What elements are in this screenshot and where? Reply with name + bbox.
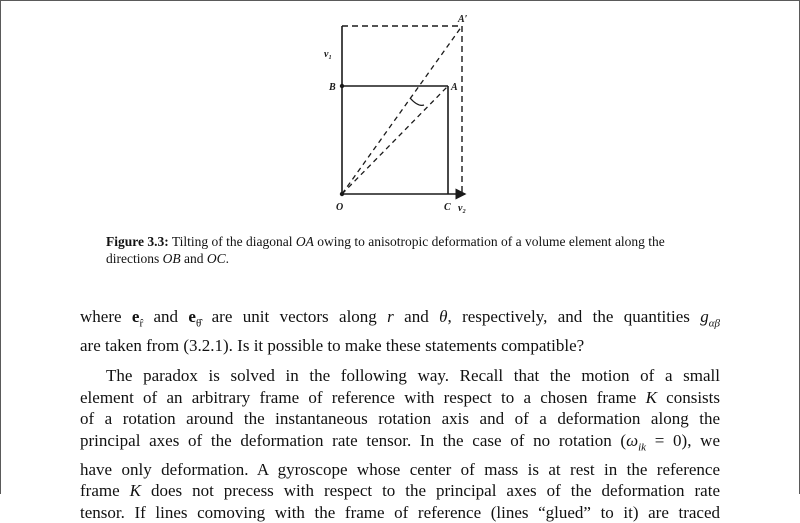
p2-line-4 [80, 430, 720, 459]
text-run: does not precess with respect to the principal axes of the deformation rate [140, 481, 720, 501]
p2-line-1: The paradox is solved in the following way. Recall that the motion of a small [106, 366, 720, 386]
symbol-K: K [129, 481, 141, 501]
caption-OA: OA [295, 234, 314, 249]
text-run: are unit vectors along [201, 307, 388, 326]
symbol-theta: θ [439, 307, 448, 326]
text-run: principal axes of the deformation rate tensor. In the case of no rotation ( [80, 430, 627, 450]
deformation-diagram [300, 4, 500, 216]
text-run: = 0), we [646, 430, 720, 450]
label-A: A [451, 82, 458, 93]
tilt-angle-arc [410, 98, 424, 105]
caption-text-2: owing to anisotropic deformation of a volume element along the directions [106, 234, 665, 266]
symbol-omega: ω [626, 430, 639, 450]
text-run: and [393, 307, 440, 326]
caption-head: Figure 3.3: [106, 234, 169, 249]
caption-OB: OB [162, 251, 181, 266]
symbol-g: g [700, 307, 709, 326]
caption-OC: OC [206, 251, 226, 266]
subscript-ik: ik [638, 441, 647, 454]
p2-line-6 [80, 480, 720, 502]
symbol-K: K [645, 387, 657, 407]
diagonal-OA-prime [342, 26, 462, 194]
label-B: B [329, 82, 336, 93]
text-run: frame [80, 481, 130, 501]
unit-vector-e-theta: e [188, 307, 196, 326]
figure-caption [106, 233, 706, 267]
point-B [340, 84, 344, 88]
label-O: O [336, 202, 344, 213]
p2-line-7: tensor. If lines comoving with the frame of reference (lines “glued” to it) are traced [80, 502, 720, 522]
text-run: and [143, 307, 189, 326]
p2-line-2 [80, 387, 720, 409]
body-text [80, 306, 720, 523]
unit-vector-e-r: e [131, 307, 140, 326]
caption-text-1: Tilting of the diagonal [168, 234, 296, 249]
paragraph-1 [80, 306, 720, 356]
text-run: , respectively, and the quantities [447, 307, 701, 326]
diagonal-OA [342, 86, 448, 194]
caption-text-4: . [225, 251, 230, 266]
p2-line-5: have only deformation. A gyroscope whose center of mass is at rest in the reference [80, 459, 720, 479]
label-A-prime: A′ [458, 14, 468, 25]
text-run: consists [656, 387, 720, 407]
text-run: element of an arbitrary frame of reference with respect to a chosen frame [80, 387, 646, 407]
symbol-r: r [387, 307, 394, 326]
p1-line-1 [80, 306, 720, 335]
subscript-r-hat: r̂ [139, 317, 144, 330]
paragraph-2 [80, 365, 720, 523]
label-C: C [444, 202, 451, 213]
text-run: where [80, 307, 132, 326]
subscript-alpha-beta: αβ [708, 317, 721, 330]
p2-line-3: of a rotation around the instantaneous rotation axis and of a deformation along the [80, 409, 720, 429]
p1-line-2: are taken from (3.2.1). Is it possible to make these statements compatible? [80, 335, 585, 355]
point-O [340, 192, 344, 196]
label-v2: v₂ [458, 203, 466, 214]
label-v1: v₁ [324, 49, 332, 60]
subscript-theta-hat: θ̂ [195, 317, 202, 330]
figure-3-3 [300, 4, 500, 216]
caption-text-3: and [180, 251, 207, 266]
